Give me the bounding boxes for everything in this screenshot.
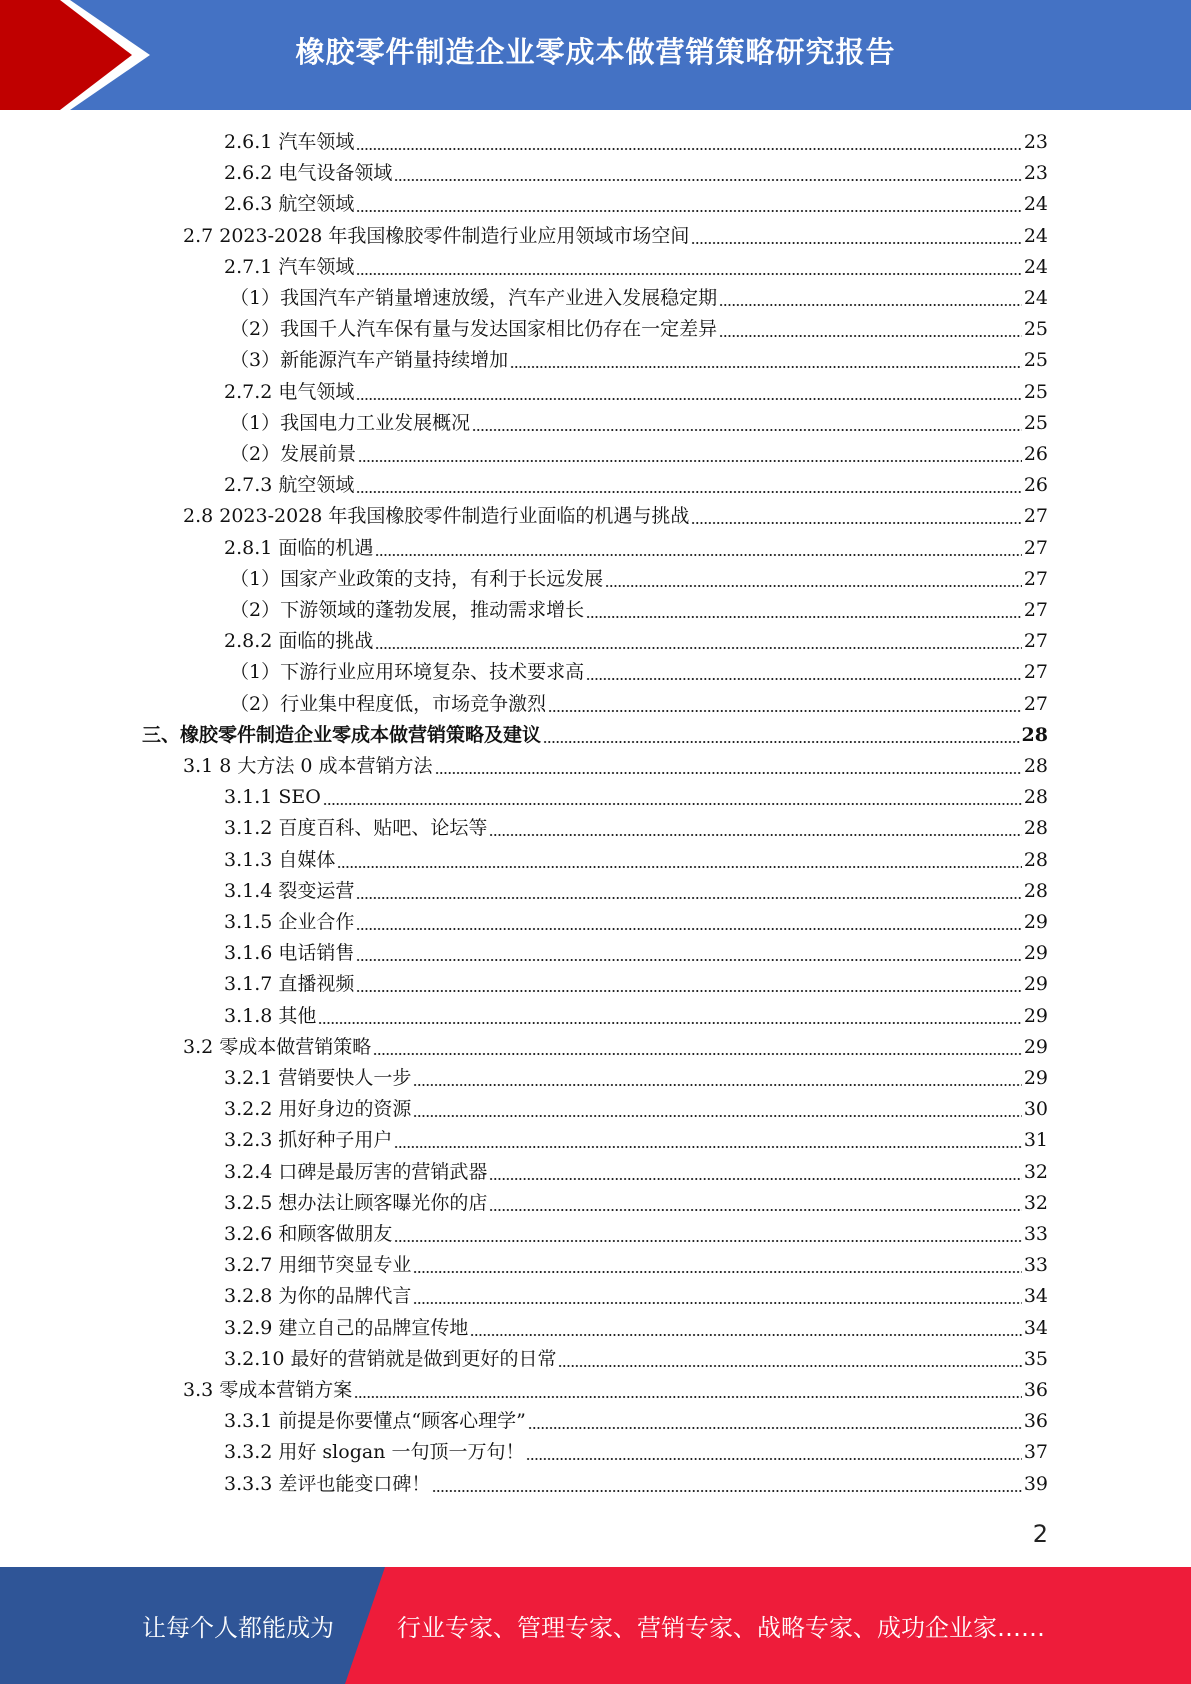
toc-dot-leader bbox=[489, 813, 1021, 844]
report-title: 橡胶零件制造企业零成本做营销策略研究报告 bbox=[295, 34, 896, 69]
toc-dot-leader bbox=[489, 1157, 1021, 1188]
toc-entry-label: 3.1.3 自媒体 bbox=[224, 848, 336, 871]
toc-dot-leader bbox=[356, 470, 1021, 501]
toc-entry[interactable] bbox=[183, 501, 1048, 532]
toc-entry-page: 32 bbox=[1023, 1191, 1048, 1214]
toc-dot-leader bbox=[356, 907, 1021, 938]
toc-dot-leader bbox=[719, 314, 1022, 345]
toc-entry[interactable] bbox=[224, 813, 1048, 844]
toc-entry-label: 3.3.3 差评也能变口碑！ bbox=[224, 1472, 431, 1495]
toc-entry-page: 28 bbox=[1023, 817, 1048, 840]
toc-entry-label: （2）我国千人汽车保有量与发达国家相比仍存在一定差异 bbox=[230, 318, 718, 341]
footer-slogan-left: 让每个人都能成为 bbox=[142, 1614, 334, 1642]
toc-entry-page: 39 bbox=[1023, 1472, 1048, 1495]
toc-entry-label: 3.2.4 口碑是最厉害的营销武器 bbox=[224, 1160, 488, 1183]
toc-entry-label: （1）下游行业应用环境复杂、技术要求高 bbox=[230, 661, 585, 684]
toc-entry-page: 36 bbox=[1023, 1379, 1048, 1401]
toc-dot-leader bbox=[413, 1281, 1021, 1312]
toc-entry-page: 27 bbox=[1023, 599, 1048, 621]
toc-entry-page: 24 bbox=[1023, 287, 1048, 309]
toc-entry[interactable] bbox=[224, 158, 1048, 189]
toc-entry-page: 27 bbox=[1023, 692, 1048, 715]
toc-entry[interactable] bbox=[224, 1157, 1048, 1188]
toc-entry-page: 33 bbox=[1023, 1223, 1048, 1245]
toc-entry-label: 3.2.9 建立自己的品牌宣传地 bbox=[224, 1316, 469, 1339]
toc-dot-leader bbox=[489, 1188, 1021, 1219]
toc-entry[interactable] bbox=[230, 283, 1048, 314]
toc-entry[interactable] bbox=[224, 252, 1048, 283]
toc-entry[interactable] bbox=[224, 1001, 1048, 1032]
toc-entry[interactable] bbox=[230, 564, 1048, 595]
footer-banner bbox=[0, 1567, 1191, 1684]
toc-entry[interactable] bbox=[224, 782, 1048, 813]
toc-entry-label: 3.1.2 百度百科、贴吧、论坛等 bbox=[224, 817, 488, 840]
toc-entry-page: 29 bbox=[1023, 973, 1048, 996]
toc-entry[interactable] bbox=[224, 1469, 1048, 1500]
toc-entry-page: 31 bbox=[1023, 1129, 1048, 1152]
toc-entry[interactable] bbox=[230, 345, 1048, 376]
toc-entry-label: 2.8.1 面临的机遇 bbox=[224, 536, 374, 559]
toc-entry-label: 3.1.1 SEO bbox=[224, 786, 321, 809]
toc-entry[interactable] bbox=[224, 907, 1048, 938]
toc-entry-page: 28 bbox=[1023, 786, 1048, 809]
toc-entry[interactable] bbox=[224, 1344, 1048, 1375]
toc-entry[interactable] bbox=[224, 1188, 1048, 1219]
toc-entry-label: （3）新能源汽车产销量持续增加 bbox=[230, 349, 509, 372]
toc-entry[interactable] bbox=[183, 751, 1048, 782]
toc-entry[interactable] bbox=[183, 1032, 1048, 1063]
toc-entry[interactable] bbox=[224, 876, 1048, 907]
toc-entry-label: 3.2 零成本做营销策略 bbox=[183, 1035, 372, 1058]
toc-entry[interactable] bbox=[224, 969, 1048, 1000]
toc-entry-label: 3.2.8 为你的品牌代言 bbox=[224, 1285, 412, 1308]
toc-dot-leader bbox=[510, 345, 1022, 376]
toc-entry-label: （1）我国汽车产销量增速放缓，汽车产业进入发展稳定期 bbox=[230, 287, 718, 309]
toc-dot-leader bbox=[375, 626, 1021, 657]
toc-dot-leader bbox=[413, 1063, 1021, 1094]
toc-entry-label: （2）发展前景 bbox=[230, 443, 357, 465]
toc-entry[interactable] bbox=[224, 1094, 1048, 1125]
toc-entry[interactable] bbox=[224, 1219, 1048, 1250]
toc-entry-label: 3.2.5 想办法让顾客曝光你的店 bbox=[224, 1191, 488, 1214]
toc-dot-leader bbox=[586, 657, 1022, 688]
toc-entry-page: 32 bbox=[1023, 1160, 1048, 1183]
toc-entry-label: 三、橡胶零件制造企业零成本做营销策略及建议 bbox=[142, 723, 542, 746]
toc-entry-page: 28 bbox=[1023, 848, 1048, 871]
toc-entry-label: （1）国家产业政策的支持，有利于长远发展 bbox=[230, 567, 604, 590]
toc-entry[interactable] bbox=[224, 1250, 1048, 1281]
toc-entry-page: 26 bbox=[1023, 474, 1048, 497]
toc-entry-page: 29 bbox=[1023, 1035, 1048, 1058]
toc-entry[interactable] bbox=[230, 314, 1048, 345]
toc-entry-label: 3.1.6 电话销售 bbox=[224, 942, 355, 965]
toc-entry-page: 27 bbox=[1023, 505, 1048, 528]
toc-entry-label: 2.8 2023-2028 年我国橡胶零件制造行业面临的机遇与挑战 bbox=[183, 505, 690, 528]
toc-dot-leader bbox=[413, 1250, 1021, 1281]
toc-entry[interactable] bbox=[224, 1313, 1048, 1344]
toc-dot-leader bbox=[543, 720, 1020, 751]
toc-entry[interactable] bbox=[224, 189, 1048, 220]
toc-entry-page: 28 bbox=[1023, 755, 1048, 777]
toc-entry[interactable] bbox=[230, 439, 1048, 470]
toc-entry[interactable] bbox=[224, 1125, 1048, 1156]
toc-entry-page: 28 bbox=[1021, 723, 1048, 746]
toc-dot-leader bbox=[373, 1032, 1022, 1063]
toc-entry-label: 3.1.5 企业合作 bbox=[224, 911, 355, 933]
toc-entry[interactable] bbox=[224, 127, 1048, 158]
toc-entry[interactable] bbox=[224, 470, 1048, 501]
toc-entry-label: 3.2.10 最好的营销就是做到更好的日常 bbox=[224, 1347, 557, 1370]
toc-entry[interactable] bbox=[224, 845, 1048, 876]
toc-entry-label: 2.7.3 航空领域 bbox=[224, 474, 355, 497]
toc-dot-leader bbox=[558, 1344, 1021, 1375]
toc-entry[interactable] bbox=[224, 533, 1048, 564]
toc-entry-label: 2.6.2 电气设备领域 bbox=[224, 162, 393, 185]
toc-dot-leader bbox=[358, 439, 1022, 470]
toc-entry-page: 29 bbox=[1023, 1067, 1048, 1089]
toc-dot-leader bbox=[354, 1375, 1022, 1406]
toc-entry-label: 2.6.1 汽车领域 bbox=[224, 131, 355, 153]
toc-entry-label: 2.6.3 航空领域 bbox=[224, 193, 355, 216]
toc-entry[interactable] bbox=[224, 1063, 1048, 1094]
toc-entry-label: 3.1 8 大方法 0 成本营销方法 bbox=[183, 755, 433, 777]
toc-entry[interactable] bbox=[224, 1281, 1048, 1312]
toc-dot-leader bbox=[356, 252, 1021, 283]
toc-dot-leader bbox=[375, 533, 1021, 564]
toc-dot-leader bbox=[432, 1469, 1021, 1500]
toc-dot-leader bbox=[435, 751, 1022, 782]
toc-dot-leader bbox=[318, 1001, 1021, 1032]
toc-entry[interactable] bbox=[224, 1406, 1048, 1437]
toc-entry-page: 29 bbox=[1023, 942, 1048, 965]
toc-entry[interactable] bbox=[183, 221, 1048, 252]
toc-entry-label: 3.3 零成本营销方案 bbox=[183, 1379, 353, 1401]
toc-entry[interactable] bbox=[230, 595, 1048, 626]
toc-dot-leader bbox=[472, 408, 1022, 439]
toc-dot-leader bbox=[323, 782, 1022, 813]
toc-entry-page: 34 bbox=[1023, 1285, 1048, 1308]
toc-dot-leader bbox=[356, 876, 1021, 907]
toc-dot-leader bbox=[470, 1313, 1021, 1344]
toc-dot-leader bbox=[528, 1406, 1022, 1437]
toc-entry-page: 23 bbox=[1023, 131, 1048, 153]
toc-entry-page: 37 bbox=[1023, 1441, 1048, 1464]
chevron-arrow-icon bbox=[0, 0, 160, 110]
toc-entry-page: 34 bbox=[1023, 1316, 1048, 1339]
toc-entry-page: 29 bbox=[1023, 911, 1048, 933]
toc-dot-leader bbox=[605, 564, 1022, 595]
toc-entry-label: 3.1.4 裂变运营 bbox=[224, 879, 355, 902]
toc-entry-page: 23 bbox=[1023, 162, 1048, 185]
toc-dot-leader bbox=[526, 1437, 1021, 1468]
toc-dot-leader bbox=[413, 1094, 1021, 1125]
report-header bbox=[0, 0, 1191, 110]
toc-dot-leader bbox=[356, 377, 1021, 408]
toc-entry-page: 25 bbox=[1023, 318, 1048, 341]
toc-entry-label: 3.2.1 营销要快人一步 bbox=[224, 1067, 412, 1089]
footer-slogan-right: 行业专家、管理专家、营销专家、战略专家、成功企业家…… bbox=[397, 1614, 1045, 1642]
toc-dot-leader bbox=[719, 283, 1022, 314]
toc-entry-label: 3.2.2 用好身边的资源 bbox=[224, 1098, 412, 1121]
toc-entry-label: 3.2.3 抓好种子用户 bbox=[224, 1129, 393, 1152]
toc-entry-page: 24 bbox=[1023, 224, 1048, 247]
toc-dot-leader bbox=[394, 158, 1021, 189]
toc-dot-leader bbox=[356, 938, 1021, 969]
toc-dot-leader bbox=[394, 1125, 1021, 1156]
toc-dot-leader bbox=[586, 595, 1022, 626]
toc-entry-label: 3.2.7 用细节突显专业 bbox=[224, 1254, 412, 1277]
toc-dot-leader bbox=[337, 845, 1021, 876]
toc-entry[interactable] bbox=[224, 1437, 1048, 1468]
toc-entry[interactable] bbox=[230, 408, 1048, 439]
toc-entry-page: 28 bbox=[1023, 879, 1048, 902]
toc-entry-page: 27 bbox=[1023, 567, 1048, 590]
toc-entry[interactable] bbox=[183, 1375, 1048, 1406]
toc-entry[interactable] bbox=[142, 720, 1048, 751]
toc-entry-page: 24 bbox=[1023, 255, 1048, 278]
toc-entry-page: 25 bbox=[1023, 411, 1048, 434]
toc-entry-page: 27 bbox=[1023, 536, 1048, 559]
toc-dot-leader bbox=[356, 127, 1021, 158]
toc-entry-label: （1）我国电力工业发展概况 bbox=[230, 411, 471, 434]
toc-entry-label: 2.8.2 面临的挑战 bbox=[224, 630, 374, 653]
toc-entry-page: 25 bbox=[1023, 349, 1048, 372]
toc-entry-page: 27 bbox=[1023, 661, 1048, 684]
toc-entry-label: 3.1.7 直播视频 bbox=[224, 973, 355, 996]
toc-entry[interactable] bbox=[230, 657, 1048, 688]
toc-entry-page: 29 bbox=[1023, 1004, 1048, 1027]
toc-entry-label: 3.2.6 和顾客做朋友 bbox=[224, 1223, 393, 1245]
toc-entry[interactable] bbox=[230, 689, 1048, 720]
toc-entry-page: 25 bbox=[1023, 380, 1048, 403]
toc-entry-page: 35 bbox=[1023, 1347, 1048, 1370]
toc-entry-label: （2）下游领域的蓬勃发展，推动需求增长 bbox=[230, 599, 585, 621]
toc-dot-leader bbox=[548, 689, 1022, 720]
toc-entry[interactable] bbox=[224, 938, 1048, 969]
toc-dot-leader bbox=[356, 189, 1021, 220]
toc-entry[interactable] bbox=[224, 626, 1048, 657]
page-number: 2 bbox=[1032, 1520, 1048, 1548]
toc-entry-label: 2.7.1 汽车领域 bbox=[224, 255, 355, 278]
toc-entry-page: 33 bbox=[1023, 1254, 1048, 1277]
toc-entry-label: 2.7.2 电气领域 bbox=[224, 380, 355, 403]
toc-dot-leader bbox=[394, 1219, 1021, 1250]
toc-entry[interactable] bbox=[224, 377, 1048, 408]
toc-dot-leader bbox=[691, 501, 1021, 532]
toc-dot-leader bbox=[356, 969, 1021, 1000]
toc-entry-label: 2.7 2023-2028 年我国橡胶零件制造行业应用领域市场空间 bbox=[183, 224, 690, 247]
toc-entry-page: 27 bbox=[1023, 630, 1048, 653]
toc-entry-label: （2）行业集中程度低，市场竞争激烈 bbox=[230, 692, 547, 715]
toc-dot-leader bbox=[691, 221, 1021, 252]
toc-entry-page: 24 bbox=[1023, 193, 1048, 216]
toc-entry-label: 3.3.2 用好 slogan 一句顶一万句！ bbox=[224, 1441, 525, 1464]
toc-entry-page: 30 bbox=[1023, 1098, 1048, 1121]
toc-entry-page: 36 bbox=[1023, 1410, 1048, 1433]
toc-entry-label: 3.1.8 其他 bbox=[224, 1004, 317, 1027]
toc-entry-label: 3.3.1 前提是你要懂点“顾客心理学” bbox=[224, 1410, 526, 1433]
toc-entry-page: 26 bbox=[1023, 443, 1048, 465]
